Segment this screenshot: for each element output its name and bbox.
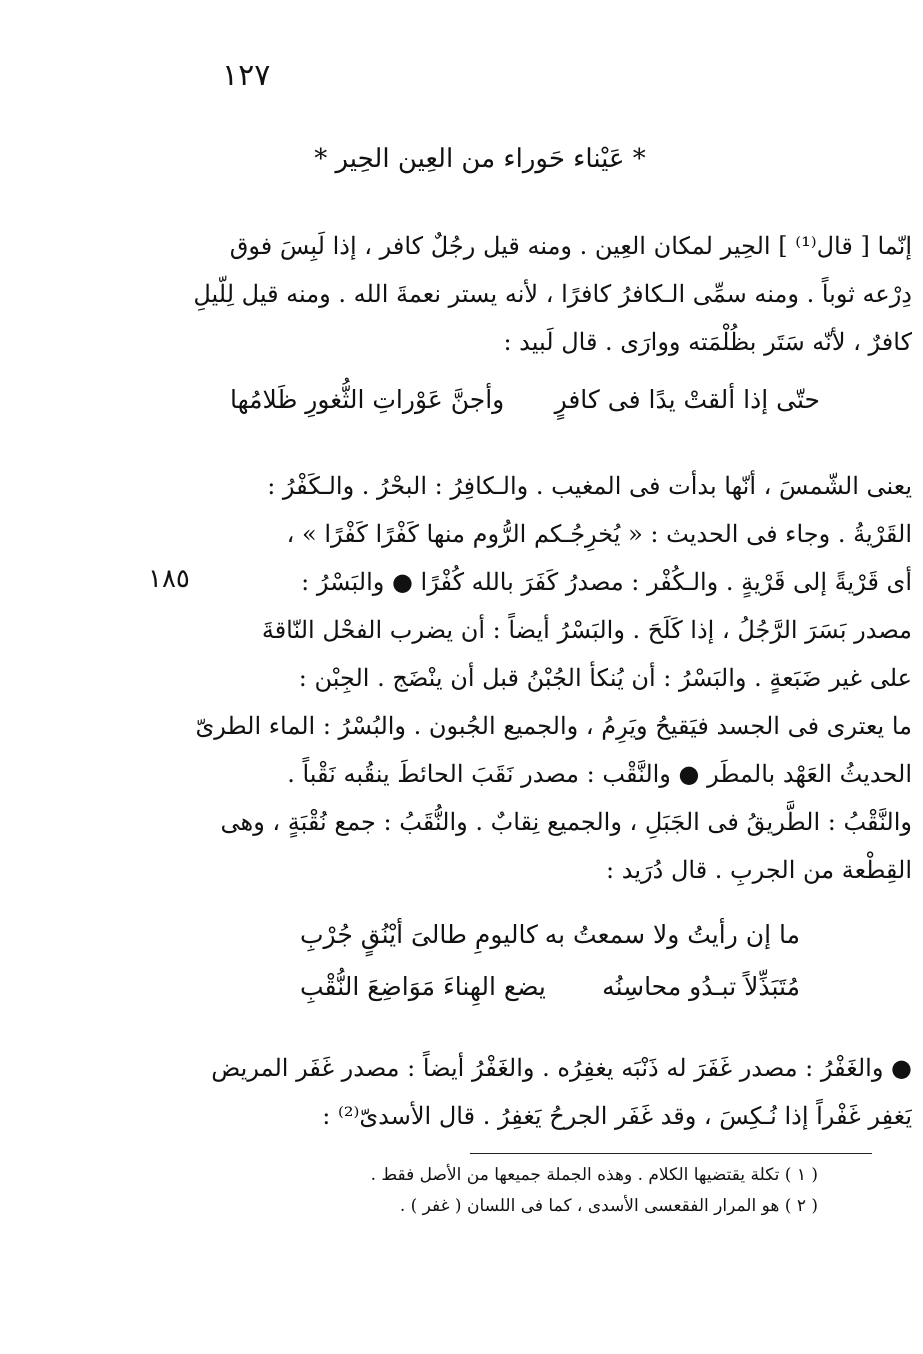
verse-line [300, 972, 800, 1001]
page-number: ١٢٧ [222, 58, 271, 93]
footnote-2: ( ٢ ) هو المرار الفقعسى الأسدى ، كما فى اللسان ( غفر ) . [399, 1196, 818, 1216]
main-line: مصدر بَسَرَ الرَّجُلُ ، إذا كَلَحَ . والبَسْرُ أيضاً : أن يضرب الفحْل النّاقةَ [261, 616, 912, 644]
verse-line [300, 920, 800, 949]
intro-line: إنّما [ قال⁽¹⁾ ] الحِير لمكان العِين . ومنه قيل رجُلٌ كافر ، إذا لَبِسَ فوق [229, 232, 912, 260]
verse-second-hemistich: يضع الهِناءَ مَوَاضِعَ النُّقْبِ [300, 972, 546, 1001]
main-paragraph [190, 462, 912, 894]
intro-line: كافرٌ ، لأنّه سَتَر بظُلْمَته ووارَى . قال لَبيد : [503, 328, 912, 356]
margin-number: ١٨٥ [148, 564, 190, 594]
final-paragraph [190, 1044, 912, 1140]
footnote-divider [470, 1153, 872, 1154]
final-line: ● والغَفْرُ : مصدر غَفَرَ له ذَنْبَه يغفِرُه . والغَفْرُ أيضاً : مصدر غَفَر المريض [211, 1054, 912, 1082]
verse-second-hemistich: كاليومِ طالىَ أيْنُقٍ جُرْبِ [300, 920, 538, 949]
main-line: القِطْعة من الجربِ . قال دُرَيد : [606, 856, 912, 884]
verse-line [230, 385, 820, 414]
verse-second-hemistich: وأجنَّ عَوْراتِ الثُّغورِ ظَلامُها [230, 385, 505, 414]
main-line: والنَّقْبُ : الطَّريقُ فى الجَبَلِ ، والجميع نِقابٌ . والنُّقَبُ : جمع نُقْبَةٍ ، وهى [220, 808, 912, 836]
main-line: ما يعترى فى الجسد فيَقيحُ ويَرِمُ ، والجميع الجُبون . والبُسْرُ : الماء الطرىّ [195, 712, 912, 740]
verse-first-hemistich: مُتَبَذِّلاً تبـدُو محاسِنُه [602, 972, 800, 1001]
verse-first-hemistich: حتّى إذا ألقتْ يدًا فى كافرٍ [554, 385, 820, 414]
main-line: يعنى الشّمسَ ، أنّها بدأت فى المغيب . والـكافِرُ : البحْرُ . والـكَفْرُ : [267, 472, 912, 500]
final-line: يَغفِر غَفْراً إذا نُـكِسَ ، وقد غَفَر الجرحُ يَغفِرُ . قال الأسدىّ⁽²⁾ : [322, 1102, 912, 1130]
section-heading: * عَيْناء حَوراء من العِين الحِير * [314, 144, 646, 174]
main-line: الحديثُ العَهْد بالمطَر ● والنَّقْب : مصدر نَقَبَ الحائطَ ينقُبه نَقْباً . [287, 760, 912, 788]
intro-paragraph [190, 222, 912, 366]
main-line: على غير ضَبَعةٍ . والبَسْرُ : أن يُنكأ الجُبْنُ قبل أن ينْضَج . الجِبْن : [298, 664, 912, 692]
main-line: أى قَرْيةً إلى قَرْيةٍ . والـكُفْر : مصدرُ كَفَرَ بالله كُفْرًا ● والبَسْرُ : [301, 568, 912, 596]
verse-first-hemistich: ما إن رأيتُ ولا سمعتُ به [544, 920, 800, 949]
main-line: القَرْيةُ . وجاء فى الحديث : « يُخرِجُـكم الرُّوم منها كَفْرًا كَفْرًا » ، [286, 520, 912, 548]
footnote-1: ( ١ ) تكلة يقتضيها الكلام . وهذه الجملة جميعها من الأصل فقط . [370, 1165, 818, 1185]
intro-line: دِرْعه ثوباً . ومنه سمِّى الـكافرُ كافرًا ، لأنه يستر نعمةَ الله . ومنه قيل لِلّيلِ [193, 280, 912, 308]
